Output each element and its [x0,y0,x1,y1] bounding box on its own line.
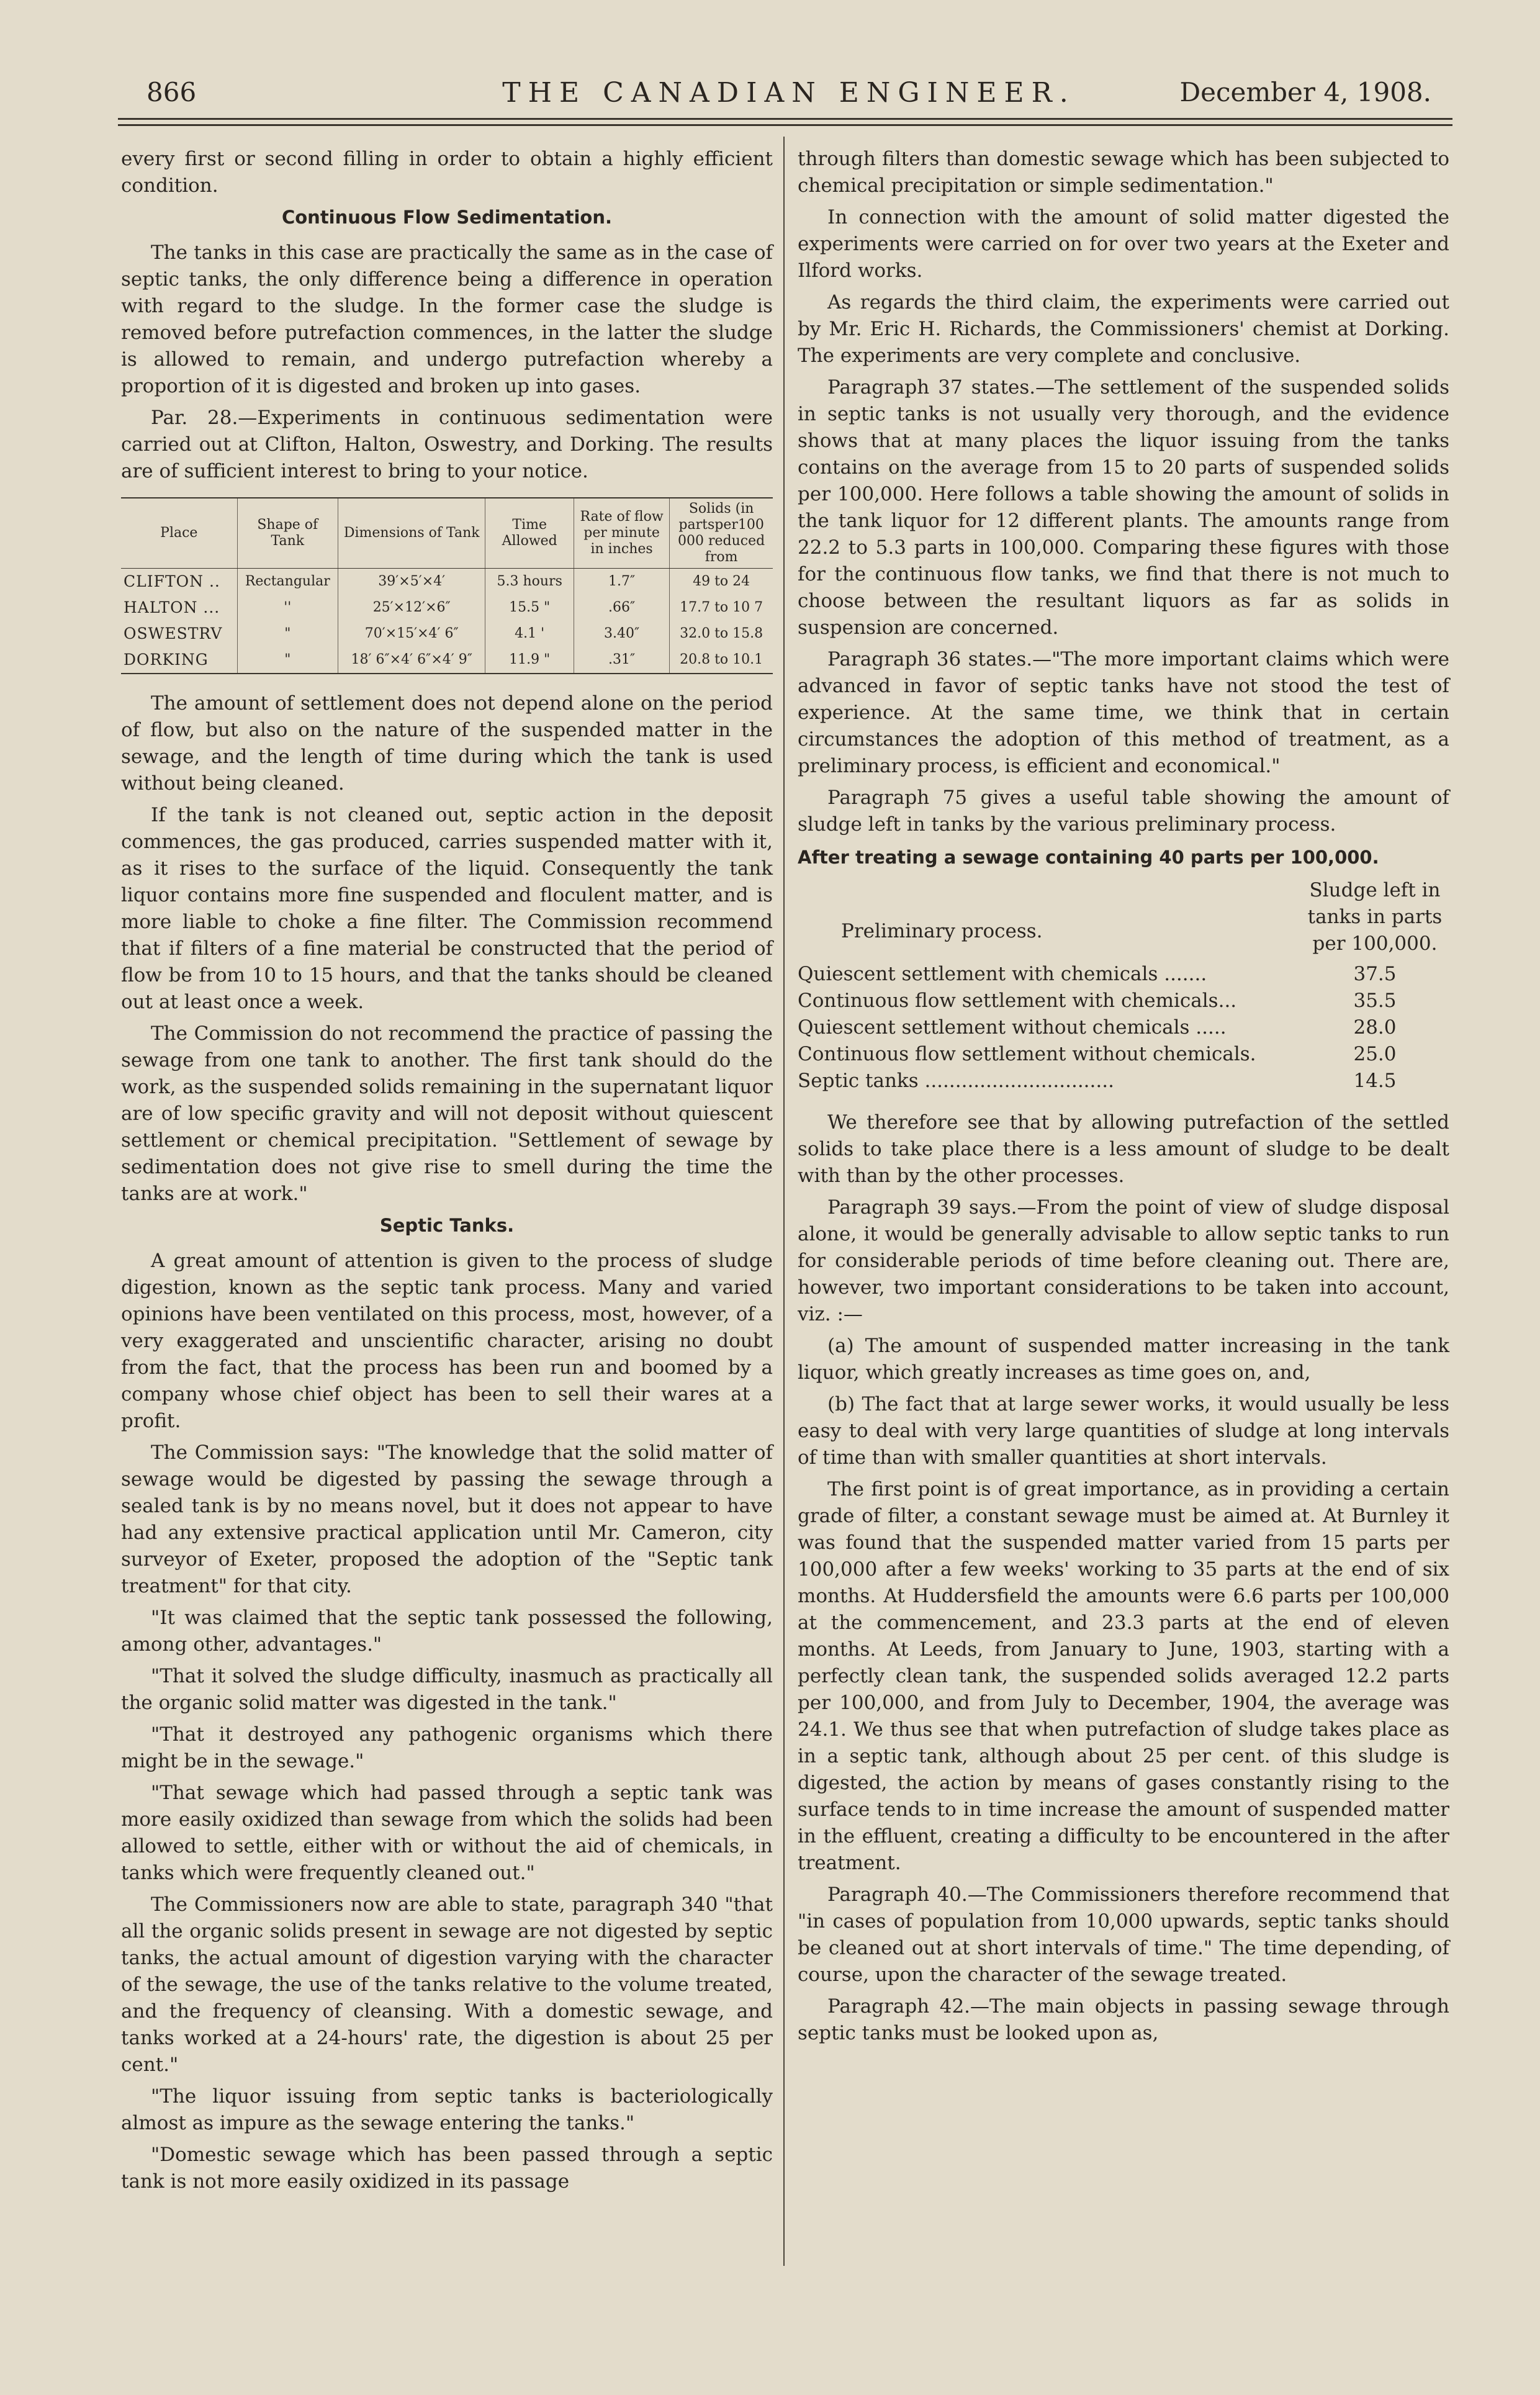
table-header-row [121,498,773,569]
paragraph: The Commission says: "The knowledge that the solid matter of sewage would be digested by passing the sewage through a sealed tank is by no means novel, but it does not appear to have had any extensive practical application until Mr. Cameron, city surveyor of Exeter, proposed the adoption of the "Septic tank treatment" for that city. [121,1441,773,1597]
table-row [121,621,773,647]
paragraph: As regards the third claim, the experiments were carried out by Mr. Eric H. Richards, the Commissioners' chemist at Dorking. The experiments are very complete and conclusive. [798,291,1449,367]
paragraph: The Commission do not recommend the practice of passing the sewage from one tank to another. The first tank should do the work, as the suspended solids remaining in the supernatant liquor are of low specific gravity and will not deposit without quiescent settlement or chemical precipitation. "Settlement of sewage by sedimentation does not give rise to smell during the time the tanks are at work." [121,1022,773,1205]
table-cell: 5.3 hours [485,569,574,595]
paragraph: The amount of settlement does not depend alone on the period of flow, but also on the nature of the suspended matter in the sewage, and the length of time during which the tank is used without being cleaned. [121,692,773,795]
page-header [146,77,1431,114]
paragraph: (b) The fact that at large sewer works, it would usually be less easy to deal with very large quantities of sludge at long intervals of time than with smaller quantities at short intervals. [798,1393,1449,1469]
table-cell: 39′×5′×4′ [338,569,485,595]
sludge-col-amount: Sludge left in tanks in parts per 100,000. [1307,879,1443,955]
table-row [121,647,773,674]
sludge-amount: 14.5 [1353,1070,1397,1092]
table-header-cell: Dimensions of Tank [338,498,485,569]
table-cell: " [237,647,338,674]
paragraph: Paragraph 37 states.—The settlement of the suspended solids in septic tanks is not usually very thorough, and the evidence shows that at many places the liquor issuing from the tanks contains on the average from 15 to 20 parts of suspended solids per 100,000. Here follows a table showing the amount of solids in the tank liquor for 12 different plants. The amounts range from 22.2 to 5.3 parts in 100,000. Comparing these figures with those for the continuous flow tanks, we find that there is not much to choose between the resultant liquors as far as solids in suspension are concerned. [798,376,1449,639]
table-row [798,1041,1449,1068]
table-cell: .66″ [574,595,669,621]
page-number: 866 [146,77,197,107]
table-cell: 18′ 6″×4′ 6″×4′ 9″ [338,647,485,674]
table-cell: CLIFTON .. [124,572,220,590]
paragraph: A great amount of attention is given to the process of sludge digestion, known as the septic tank process. Many and varied opinions have been ventilated on this process, most, however, of a very exaggerated and unscientific character, arising no doubt from the fact, that the process has been run and boomed by a company whose chief object has been to sell their wares at a profit. [121,1250,773,1432]
table-cell: HALTON ... [124,598,220,616]
paragraph: every first or second filling in order to obtain a highly efficient condition. [121,148,773,197]
paragraph: Paragraph 42.—The main objects in passing sewage through septic tanks must be looked upon as, [798,1995,1449,2044]
table-cell: 3.40″ [574,621,669,647]
sedimentation-table [121,497,773,674]
sludge-process: Septic tanks ............................... [798,1070,1114,1092]
table-cell: 49 to 24 [670,569,773,595]
paragraph: If the tank is not cleaned out, septic action in the deposit commences, the gas produced, carries suspended matter with it, as it rises to the surface of the liquid. Consequently the tank liquor contains more fine suspended and floculent matter, and is more liable to choke a fine filter. The Commission recommend that if filters of a fine material be constructed that the period of flow be from 10 to 15 hours, and that the tanks should be cleaned out at least once a week. [121,804,773,1013]
table-cell: 11.9 " [485,647,574,674]
table-header-cell: Rate of flow per minute in inches [574,498,669,569]
paragraph: "That it solved the sludge difficulty, inasmuch as practically all the organic solid matter was digested in the tank." [121,1665,773,1714]
table-row [121,569,773,595]
paragraph: Par. 28.—Experiments in continuous sedimentation were carried out at Clifton, Halton, Oswestry, and Dorking. The results are of sufficient interest to bring to your notice. [121,407,773,482]
heading-after-treating: After treating a sewage containing 40 parts per 100,000. [798,847,1379,868]
left-column [121,146,773,2200]
paragraph: The first point is of great importance, as in providing a certain grade of filter, a constant sewage must be aimed at. At Burnley it was found that the suspended matter varied from 15 parts per 100,000 after a few weeks' working to 35 parts at the end of six months. At Huddersfield the amounts were 6.6 parts per 100,000 at the commencement, and 23.3 parts at the end of eleven months. At Leeds, from January to June, 1903, starting with a perfectly clean tank, the suspended solids averaged 12.2 parts per 100,000, and from July to December, 1904, the average was 24.1. We thus see that when putrefaction of sludge takes place as in a septic tank, although about 25 per cent. of this sludge is digested, the action by means of gases constantly rising to the surface tends to in time increase the amount of suspended matter in the effluent, creating a difficulty to be encountered in the after treatment. [798,1478,1449,1874]
sludge-amount: 37.5 [1353,963,1397,985]
paragraph: (a) The amount of suspended matter increasing in the tank liquor, which greatly increases as time goes on, and, [798,1335,1449,1384]
journal-title: THE CANADIAN ENGINEER. [502,77,1076,109]
table-header-cell: Place [121,498,237,569]
column-separator [783,137,785,2266]
table-header-cell: Solids (in partsper100 000 reduced from [670,498,773,569]
table-cell: 20.8 to 10.1 [670,647,773,674]
table-header-cell: Time Allowed [485,498,574,569]
paragraph: Paragraph 40.—The Commissioners therefore recommend that "in cases of population from 10,000 upwards, septic tanks should be cleaned out at short intervals of time." The time depending, of course, upon the character of the sewage treated. [798,1883,1449,1986]
paragraph: Paragraph 75 gives a useful table showing the amount of sludge left in tanks by the various preliminary process. [798,787,1449,836]
table-cell: .31″ [574,647,669,674]
table-cell: DORKING [124,651,209,669]
paragraph: We therefore see that by allowing putrefaction of the settled solids to take place there is a less amount of sludge to be dealt with than by the other processes. [798,1111,1449,1187]
heading-continuous-flow: Continuous Flow Sedimentation. [281,207,613,228]
table-row [121,595,773,621]
table-row [798,1014,1449,1041]
paragraph: "That sewage which had passed through a septic tank was more easily oxidized than sewage from which the solids had been allowed to settle, either with or without the aid of chemicals, in tanks which were frequently cleaned out." [121,1782,773,1884]
header-rule-bottom [118,124,1452,126]
paragraph: "Domestic sewage which has been passed through a septic tank is not more easily oxidized in its passage [121,2144,773,2193]
table-row [798,988,1449,1014]
sludge-amount: 25.0 [1353,1043,1397,1065]
table-cell: Rectangular [237,569,338,595]
sludge-amount: 35.5 [1353,990,1397,1012]
table-cell: 15.5 " [485,595,574,621]
table-cell: 70′×15′×4′ 6″ [338,621,485,647]
table-row [798,961,1449,988]
table-cell: " [237,621,338,647]
right-column [798,146,1449,2052]
table-cell: 25′×12′×6″ [338,595,485,621]
header-rule-top [118,118,1452,120]
paragraph: Paragraph 39 says.—From the point of view of sludge disposal alone, it would be generally advisable to allow septic tanks to run for considerable periods of time before cleaning out. There are, however, two important considerations to be taken into account, viz. :— [798,1196,1449,1325]
table-cell: '' [237,595,338,621]
table-cell: OSWESTRV [124,625,223,643]
sludge-col-process: Preliminary process. [841,920,1043,942]
paragraph: In connection with the amount of solid matter digested the experiments were carried on for over two years at the Exeter and Ilford works. [798,206,1449,282]
issue-date: December 4, 1908. [1179,77,1431,107]
paragraph: The Commissioners now are able to state, paragraph 340 "that all the organic solids present in sewage are not digested by septic tanks, the actual amount of digestion varying with the character of the sewage, the use of the tanks relative to the volume treated, and the frequency of cleansing. With a domestic sewage, and tanks worked at a 24-hours' rate, the digestion is about 25 per cent." [121,1893,773,2076]
sludge-process: Continuous flow settlement with chemicals... [798,990,1237,1012]
paragraph: "The liquor issuing from septic tanks is bacteriologically almost as impure as the sewage entering the tanks." [121,2085,773,2134]
paragraph: through filters than domestic sewage which has been subjected to chemical precipitation or simple sedimentation." [798,148,1449,197]
sludge-process: Continuous flow settlement without chemicals. [798,1043,1256,1065]
sludge-amount: 28.0 [1353,1016,1397,1039]
table-cell: 17.7 to 10 7 [670,595,773,621]
paragraph: "That it destroyed any pathogenic organisms which there might be in the sewage." [121,1723,773,1772]
table-cell: 1.7″ [574,569,669,595]
paragraph: "It was claimed that the septic tank possessed the following, among other, advantages." [121,1607,773,1656]
sludge-process: Quiescent settlement with chemicals ....... [798,963,1207,985]
heading-septic-tanks: Septic Tanks. [379,1215,515,1236]
sludge-table [798,877,1449,1094]
sludge-process: Quiescent settlement without chemicals ..... [798,1016,1227,1039]
table-row [798,1068,1449,1094]
sludge-table-header [798,877,1449,957]
table-header-cell: Shape of Tank [237,498,338,569]
table-cell: 32.0 to 15.8 [670,621,773,647]
paragraph: Paragraph 36 states.—"The more important claims which were advanced in favor of septic tanks have not stood the test of experience. At the same time, we think that in certain circumstances the adoption of this method of treatment, as a preliminary process, is efficient and economical." [798,648,1449,777]
table-cell: 4.1 ' [485,621,574,647]
paragraph: The tanks in this case are practically the same as in the case of septic tanks, the only difference being a difference in operation with regard to the sludge. In the former case the sludge is removed before putrefaction commences, in the latter the sludge is allowed to remain, and undergo putrefaction whereby a proportion of it is digested and broken up into gases. [121,241,773,397]
